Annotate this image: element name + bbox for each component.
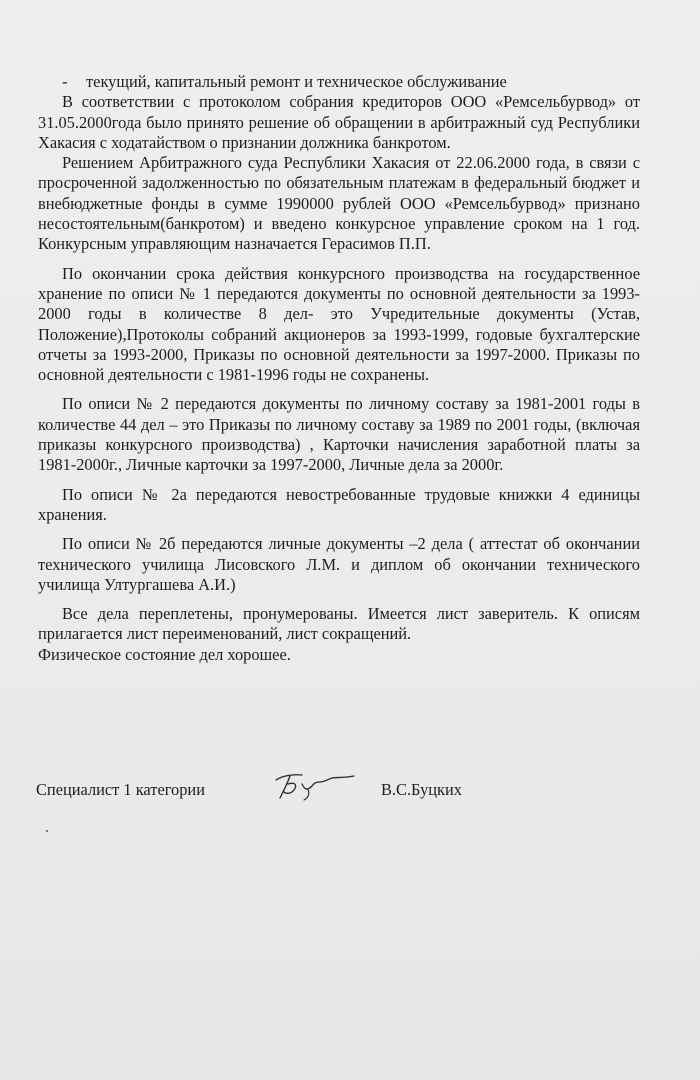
signature-block [36,778,656,808]
bullet-text: текущий, капитальный ремонт и техническое обслуживание [86,72,507,91]
paragraph-files-bound: Все дела переплетены, пронумерованы. Имеется лист заверитель. К описям прилагается лист переименований, лист сокращений. [38,604,640,644]
paragraph-inventory-1: По окончании срока действия конкурсного производства на государственное хранение по описи № 1 передаются документы по основной деятельности за 1993-2000 годы в количестве 8 дел- это Учредительные документы (Устав, Положение),Протоколы собраний акционеров за 1993-1999, годовые бухгалтерские отчеты за 1993-2000, Приказы по основной деятельности за 1997-2000. Приказы по основной деятельности с 1981-1996 годы не сохранены. [38,263,640,385]
paragraph-inventory-2: По описи № 2 передаются документы по личному составу за 1981-2001 годы в количестве 44 дел – это Приказы по личному составу за 1989 по 2001 годы, (включая приказы конкурсного производства) , Карточки начисления заработной платы за 1981-2000г., Личные карточки за 1997-2000, Личные дела за 2000г. [38,394,640,475]
paragraph-inventory-2a: По описи № 2а передаются невостребованные трудовые книжки 4 единицы хранения. [38,484,640,524]
paragraph-physical-state: Физическое состояние дел хорошее. [38,644,291,664]
paragraph-creditors-meeting: В соответствии с протоколом собрания кредиторов ООО «Ремсельбурвод» от 31.05.2000года было принято решение об обращении в арбитражный суд Республики Хакасия с ходатайством о признании должника банкротом. [38,92,640,152]
paragraph-inventory-2b: По описи № 2б передаются личные документы –2 дела ( аттестат об окончании технического училища Лисовского Л.М. и диплом об окончании технического училища Ултургашева А.И.) [38,534,640,594]
handwritten-signature [268,768,368,808]
document-body [38,72,640,665]
list-item-repair [38,72,640,92]
signer-title: Специалист 1 категории [36,780,205,799]
bullet-dash: - [62,72,68,91]
page-speck [46,830,48,832]
signer-name: В.С.Буцких [381,780,462,799]
paragraph-court-decision: Решением Арбитражного суда Республики Хакасия от 22.06.2000 года, в связи с просроченной задолженностью по обязательным платежам в федеральный бюджет и внебюджетные фонды в сумме 1990000 рублей ООО «Ремсельбурвод» признано несостоятельным(банкротом) и введено конкурсное управление сроком на 1 год. Конкурсным управляющим назначается Герасимов П.П. [38,153,640,254]
